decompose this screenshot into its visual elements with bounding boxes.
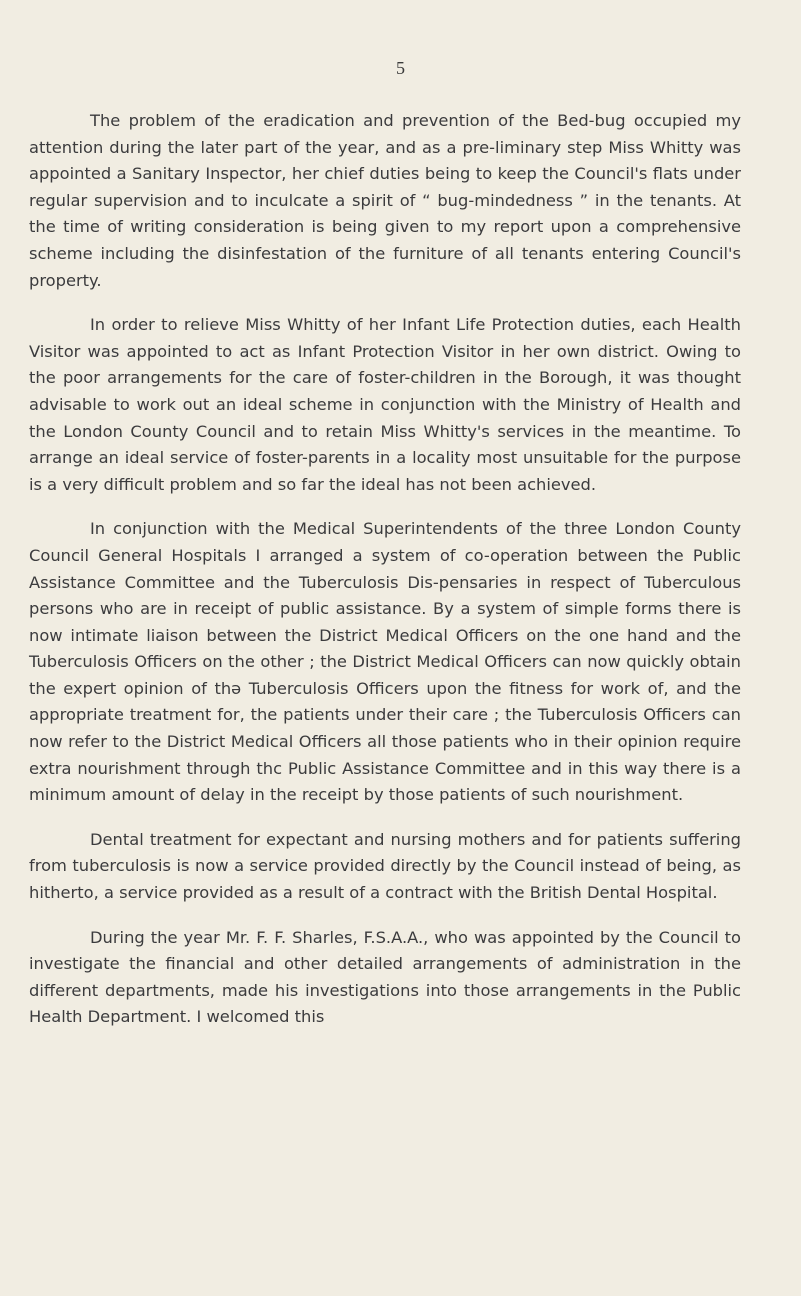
paragraph-tuberculosis-cooperation: In conjunction with the Medical Superintendents of the three London County Council General Hospitals I arranged a system of co-operation between the Public Assistance Committee and the Tuberculosis Dis-pensaries in respect of Tuberculous persons who are in receipt of public assistance. By a system of simple forms there is now intimate liaison between the District Medical Officers on the one hand and the Tuberculosis Officers on the other ; the District Medical Officers can now quickly obtain the expert opinion of thə Tuberculosis Officers upon the fitness for work of, and the appropriate treatment for, the patients under their care ; the Tuberculosis Officers can now refer to the District Medical Officers all those patients who in their opinion require extra nourishment through thc Public Assistance Committee and in this way there is a minimum amount of delay in the receipt by those patients of such nourishment.: [29, 519, 741, 805]
paragraph-infant-life-protection: In order to relieve Miss Whitty of her Infant Life Protection duties, each Health Visitor was appointed to act as Infant Protection Visitor in her own district. Owing to the poor arrangements for the care of foster-children in the Borough, it was thought advisable to work out an ideal scheme in conjunction with the Ministry of Health and the London County Council and to retain Miss Whitty's services in the meantime. To arrange an ideal service of foster-parents in a locality most unsuitable for the purpose is a very difficult problem and so far the ideal has not been achieved.: [29, 315, 741, 494]
paragraph-administration-investigation: During the year Mr. F. F. Sharles, F.S.A.A., who was appointed by the Council to investigate the financial and other detailed arrangements of administration in the different departments, made his investigations into those arrangements in the Public Health Department. I welcomed this: [29, 927, 741, 1027]
body-text: [29, 108, 741, 1031]
page-number: 5: [396, 58, 405, 78]
paragraph-bed-bug: The problem of the eradication and prevention of the Bed-bug occupied my attention during the later part of the year, and as a pre-liminary step Miss Whitty was appointed a Sanitary Inspector, her chief duties being to keep the Council's flats under regular supervision and to inculcate a spirit of “ bug-mindedness ” in the tenants. At the time of writing consideration is being given to my report upon a comprehensive scheme including the disinfestation of the furniture of all tenants entering Council's property.: [29, 111, 741, 290]
paragraph-dental-treatment: Dental treatment for expectant and nursing mothers and for patients suffering from tuberculosis is now a service provided directly by the Council instead of being, as hitherto, a service provided as a result of a contract with the British Dental Hospital.: [29, 829, 741, 903]
